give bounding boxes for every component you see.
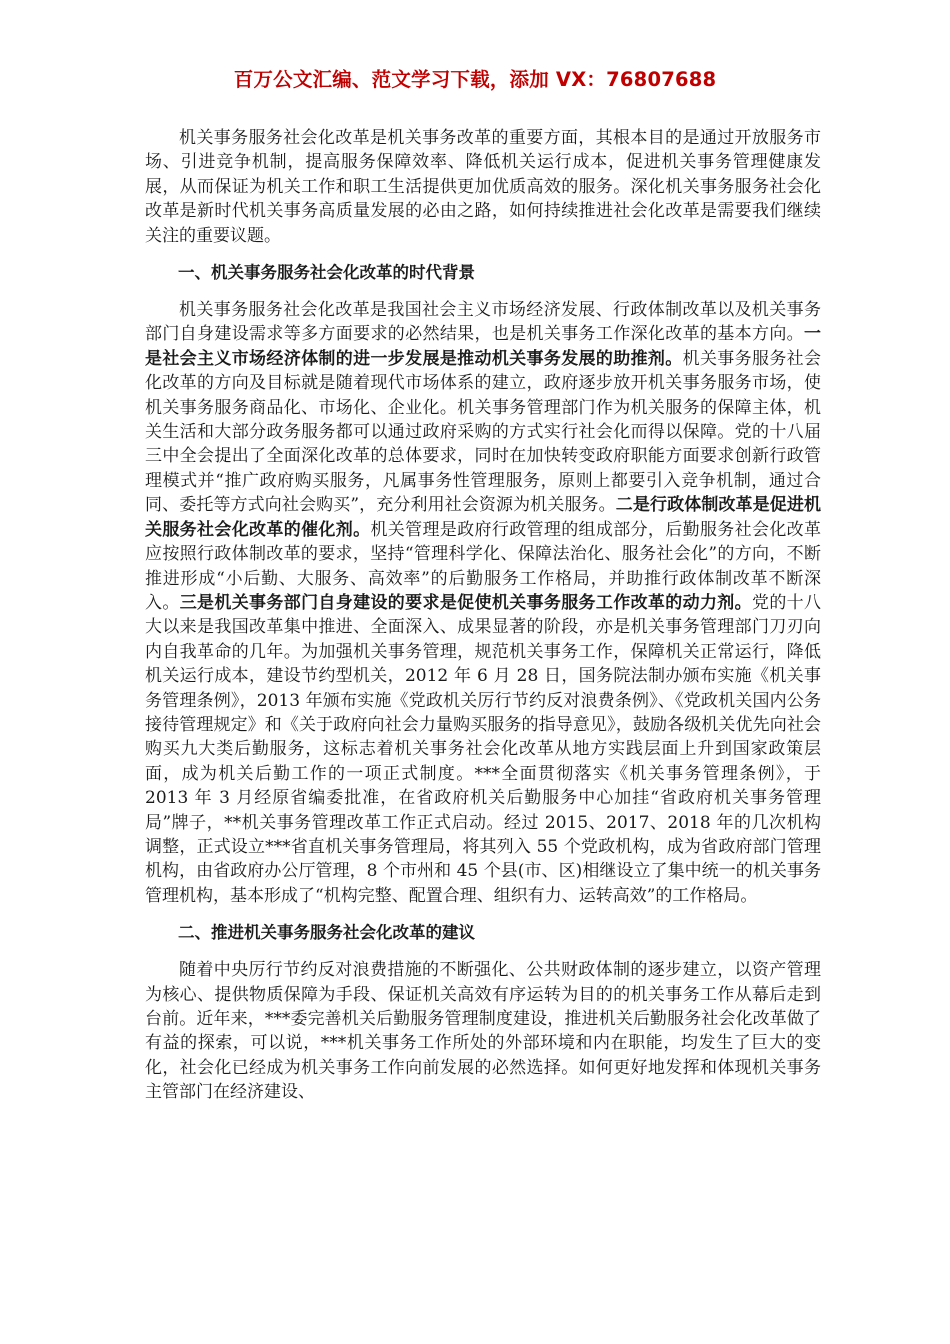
- header-banner: 百万公文汇编、范文学习下载，添加 VX：76807688: [233, 68, 717, 91]
- background-text-e: 党的十八大以来是我国改革集中推进、全面深入、成果显著的阶段，亦是机关事务管理部门刀刃向内自我革命的几年。为加强机关事务管理，规范机关事务工作，保障机关正常运行，降低机关运行成本，建设节约型机关，2012 年 6 月 28 日，国务院法制办颁布实施《机关事务管理条例》，2013 年颁布实施《党政机关厉行节约反对浪费条例》、《党政机关国内公务接待管理规定》和《关于政府向社会力量购买服务的指导意见》，鼓励各级机关优先向社会购买九大类后勤服务，这标志着机关事务社会化改革从地方实践层面上升到国家政策层面，成为机关后勤工作的一项正式制度。***全面贯彻落实《机关事务管理条例》，于 2013 年 3 月经原省编委批准，在省政府机关后勤服务中心加挂“省政府机关事务管理局”牌子，**机关事务管理改革工作正式启动。经过 2015、2017、2018 年的几次机构调整，正式设立***省直机关事务管理局，将其列入 55 个党政机构，成为省政府部门管理机构，由省政府办公厅管理，8 个市州和 45 个县(市、区)相继设立了集中统一的机关事务管理机构，基本形成了“机构完整、配置合理、组织有力、运转高效”的工作格局。: [145, 592, 822, 906]
- document-body: [145, 126, 821, 1105]
- section-heading-1: 一、机关事务服务社会化改革的时代背景: [178, 263, 475, 283]
- point-two-bold: 二是行政体制改革是促进机关服务社会化改革的催化剂。: [145, 495, 821, 540]
- background-text-c: 机关事务服务社会化改革的方向及目标就是随着现代市场体系的建立，政府逐步放开机关事务服务市场，使机关事务服务商品化、市场化、企业化。机关事务管理部门作为机关服务的保障主体，机关生活和大部分政务服务都可以通过政府采购的方式实行社会化而得以保障。党的十八届三中全会提出了全面深化改革的总体要求，同时在加快转变政府职能方面要求创新行政管理模式并“推广政府购买服务，凡属事务性管理服务，原则上都要引入竞争机制，通过合同、委托等方式向社会购买”，充分利用社会资源为机关服务。: [145, 348, 822, 516]
- background-paragraph: [145, 298, 821, 908]
- section-heading-2: 二、推进机关事务服务社会化改革的建议: [178, 923, 475, 943]
- suggestion-paragraph: 随着中央厉行节约反对浪费措施的不断强化、公共财政体制的逐步建立，以资产管理为核心、提供物质保障为手段、保证机关高效有序运转为目的的机关事务工作从幕后走到台前。近年来，***委完善机关后勤服务管理制度建设，推进机关后勤服务社会化改革做了有益的探索，可以说，***机关事务工作所处的外部环境和内在职能，均发生了巨大的变化，社会化已经成为机关事务工作向前发展的必然选择。如何更好地发挥和体现机关事务主管部门在经济建设、: [145, 960, 821, 1103]
- background-text-a: 机关事务服务社会化改革是我国社会主义市场经济发展、行政体制改革以及机关事务部门自身建设需求等多方面要求的必然结果，也是机关事务工作深化改革的基本方向。: [145, 300, 821, 345]
- point-one-bold: 一是社会主义市场经济体制的进一步发展是推动机关事务发展的助推剂。: [145, 324, 821, 369]
- point-three-bold: 三是机关事务部门自身建设的要求是促使机关事务服务工作改革的动力剂。: [179, 592, 752, 613]
- intro-paragraph: 机关事务服务社会化改革是机关事务改革的重要方面，其根本目的是通过开放服务市场、引进竞争机制，提高服务保障效率、降低机关运行成本，促进机关事务管理健康发展，从而保证为机关工作和职工生活提供更加优质高效的服务。深化机关事务服务社会化改革是新时代机关事务高质量发展的必由之路，如何持续推进社会化改革是需要我们继续关注的重要议题。: [145, 128, 821, 246]
- background-text-d: 机关管理是政府行政管理的组成部分，后勤服务社会化改革应按照行政体制改革的要求，坚持“管理科学化、保障法治化、服务社会化”的方向，不断推进形成“小后勤、大服务、高效率”的后勤服务工作格局，并助推行政体制改革不断深入。: [145, 519, 822, 613]
